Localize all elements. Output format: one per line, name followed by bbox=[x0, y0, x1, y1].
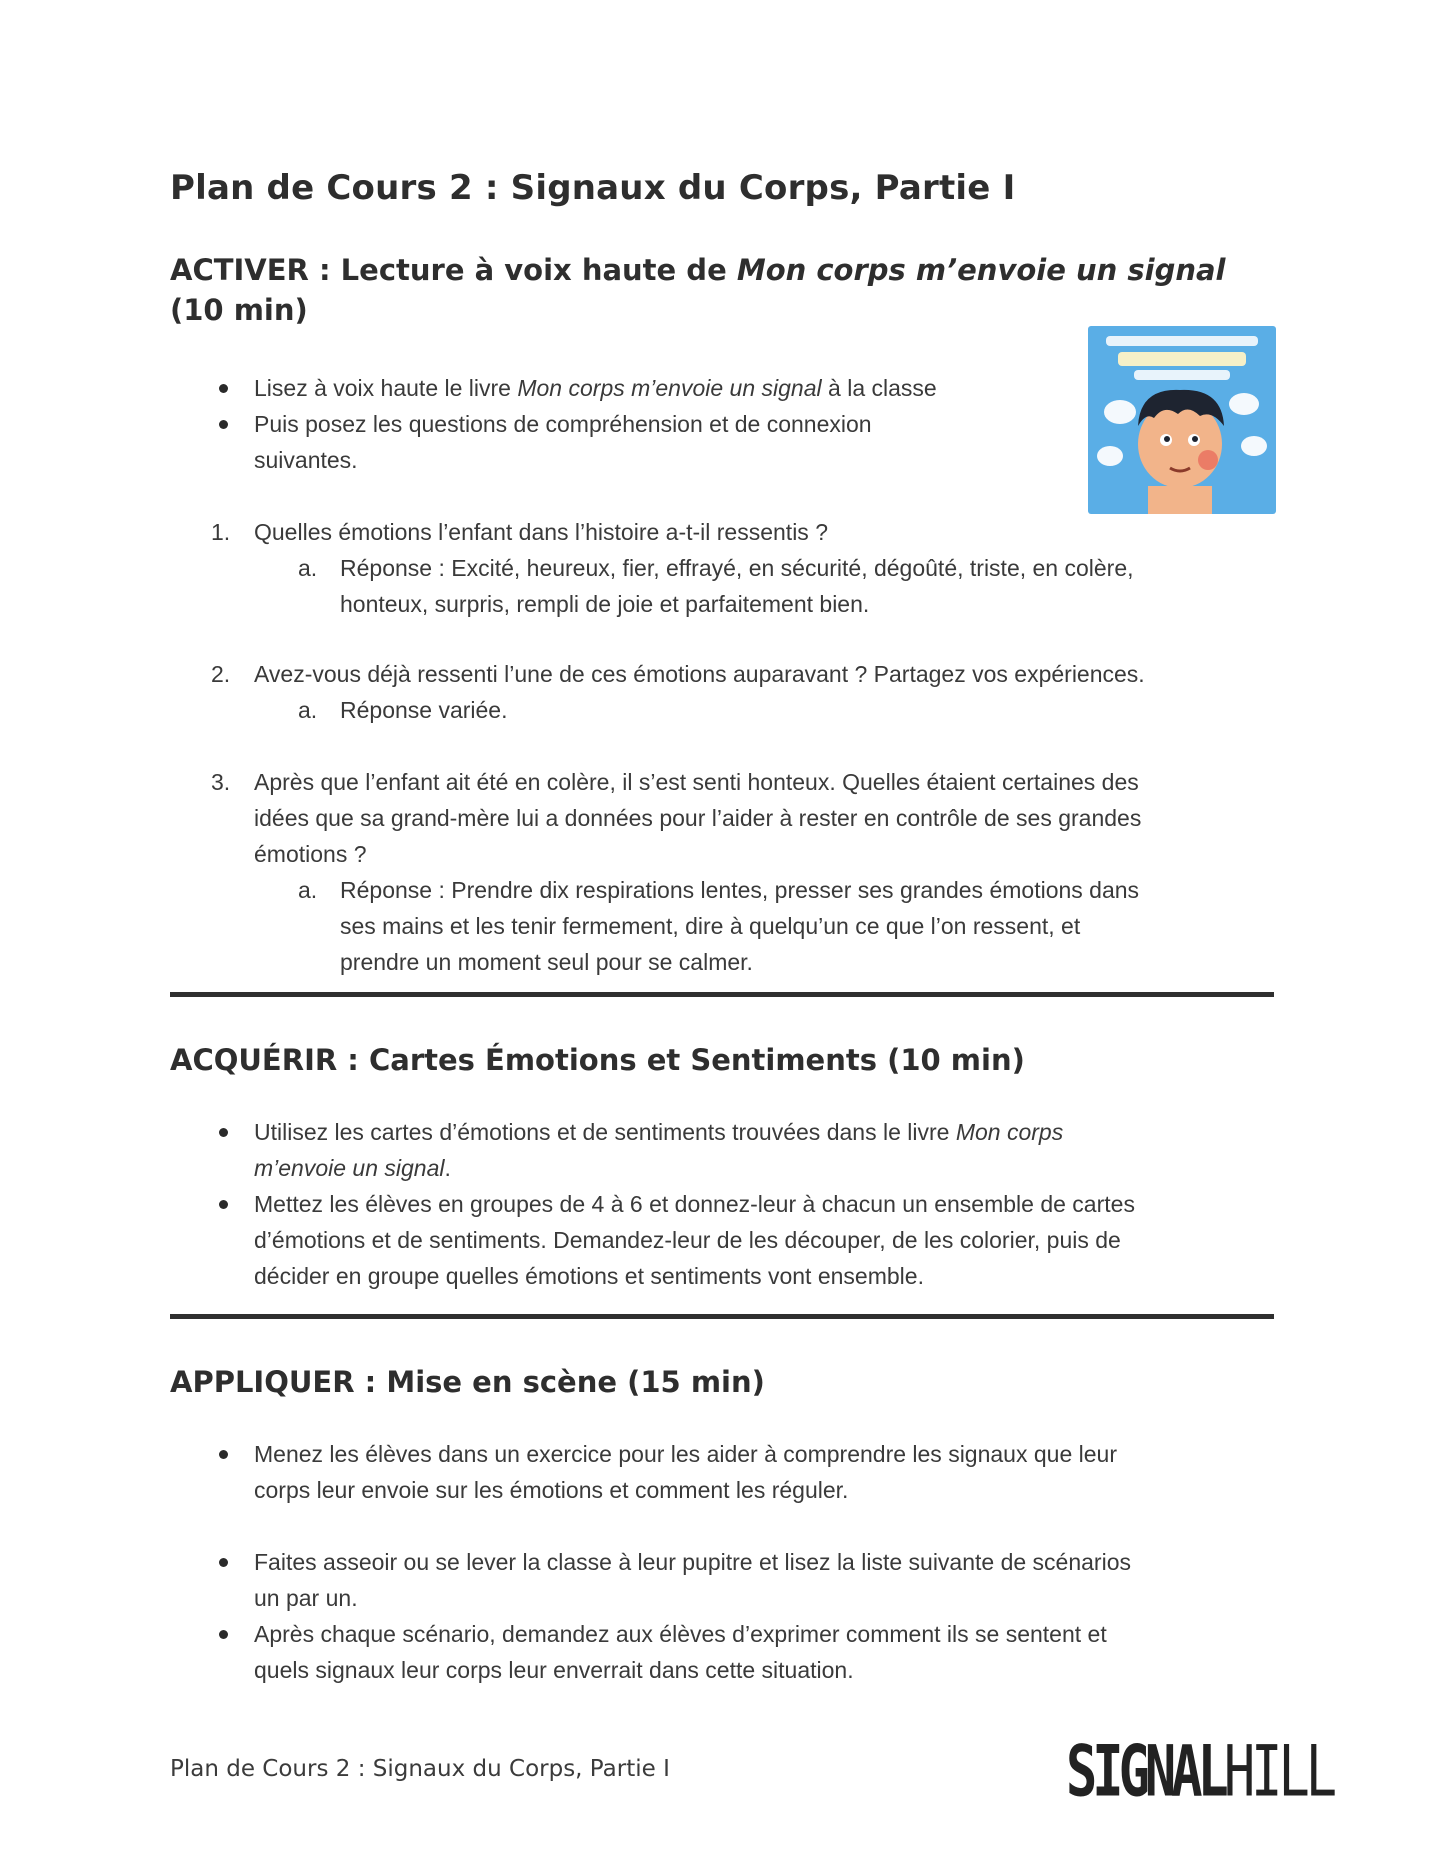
bullet-dot bbox=[219, 420, 228, 429]
list-item: Menez les élèves dans un exercice pour les aider à comprendre les signaux que leur corps leur envoie sur les émotions et comment les réguler. bbox=[254, 1436, 1274, 1508]
answer: a. Réponse : Prendre dix respirations lentes, presser ses grandes émotions dans ses mains et les tenir fermement, dire à quelqu’un ce que l’on ressent, et prendre un moment seul pour se calmer. bbox=[298, 877, 1140, 975]
list-item: Après chaque scénario, demandez aux élèves d’exprimer comment ils se sentent et quels signaux leur corps leur enverrait dans cette situation. bbox=[254, 1616, 1274, 1688]
bullet-dot bbox=[219, 1558, 228, 1567]
question-3: 3. Après que l’enfant ait été en colère, il s’est senti honteux. Quelles étaient certaines des idées que sa grand-mère lui a données pour l’aider à rester en contrôle de ses grandes émotions ? a. Réponse : Prendre dix respirations lentes, presser ses grandes émotions dans ses mains et les tenir fermement, dire à quelqu’un ce que l’on ressent, et prendre un moment seul pour se calmer. bbox=[254, 764, 1274, 980]
section-heading-acquerir: ACQUÉRIR : Cartes Émotions et Sentiments (10 min) bbox=[170, 1043, 1025, 1077]
question-2: 2. Avez-vous déjà ressenti l’une de ces émotions auparavant ? Partagez vos expériences. a. Réponse variée. bbox=[254, 656, 1274, 728]
list-item: Puis posez les questions de compréhension et de connexion suivantes. bbox=[254, 406, 1054, 478]
bullet-dot bbox=[219, 1450, 228, 1459]
bullet-dot bbox=[219, 1200, 228, 1209]
question-text: Quelles émotions l’enfant dans l’histoire a-t-il ressentis ? bbox=[254, 519, 828, 545]
appliquer-bullets bbox=[254, 1436, 1274, 1688]
question-text: Après que l’enfant ait été en colère, il s’est senti honteux. Quelles étaient certaines des idées que sa grand-mère lui a données pour l’aider à rester en contrôle de ses grandes émotions ? bbox=[254, 769, 1142, 867]
bullet-dot bbox=[219, 1630, 228, 1639]
list-spacer bbox=[254, 1508, 1274, 1544]
section-heading-activer: ACTIVER : Lecture à voix haute de Mon corps m’envoie un signal (10 min) bbox=[170, 253, 1226, 327]
section-divider bbox=[170, 992, 1274, 997]
list-item: Lisez à voix haute le livre Mon corps m’envoie un signal à la classe bbox=[254, 370, 1054, 406]
activer-bullets bbox=[254, 370, 1054, 478]
page-title: Plan de Cours 2 : Signaux du Corps, Partie I bbox=[170, 168, 1016, 208]
section-divider bbox=[170, 1314, 1274, 1319]
question-text: Avez-vous déjà ressenti l’une de ces émotions auparavant ? Partagez vos expériences. bbox=[254, 661, 1145, 687]
answer: a. Réponse : Excité, heureux, fier, effrayé, en sécurité, dégoûté, triste, en colère, honteux, surpris, rempli de joie et parfaitement bien. bbox=[298, 555, 1134, 617]
question-1: 1. Quelles émotions l’enfant dans l’histoire a-t-il ressentis ? a. Réponse : Excité, heureux, fier, effrayé, en sécurité, dégoûté, triste, en colère, honteux, surpris, rempli de joie et parfaitement bien. bbox=[254, 514, 1274, 622]
bullet-dot bbox=[219, 384, 228, 393]
list-item: Faites asseoir ou se lever la classe à leur pupitre et lisez la liste suivante de scénarios un par un. bbox=[254, 1544, 1274, 1616]
bullet-dot bbox=[219, 1128, 228, 1137]
answer: a. Réponse variée. bbox=[298, 697, 508, 723]
book-cover-image bbox=[1088, 326, 1276, 514]
list-item: Utilisez les cartes d’émotions et de sentiments trouvées dans le livre Mon corps m’envoie un signal. bbox=[254, 1114, 1274, 1186]
signalhill-logo: SIGNALHILL bbox=[1066, 1732, 1334, 1813]
footer-text: Plan de Cours 2 : Signaux du Corps, Partie I bbox=[170, 1756, 670, 1782]
list-item: Mettez les élèves en groupes de 4 à 6 et donnez-leur à chacun un ensemble de cartes d’émotions et de sentiments. Demandez-leur de les découper, de les colorier, puis de décider en groupe quelles émotions et sentiments vont ensemble. bbox=[254, 1186, 1274, 1294]
acquerir-bullets bbox=[254, 1114, 1274, 1294]
section-heading-appliquer: APPLIQUER : Mise en scène (15 min) bbox=[170, 1365, 765, 1399]
